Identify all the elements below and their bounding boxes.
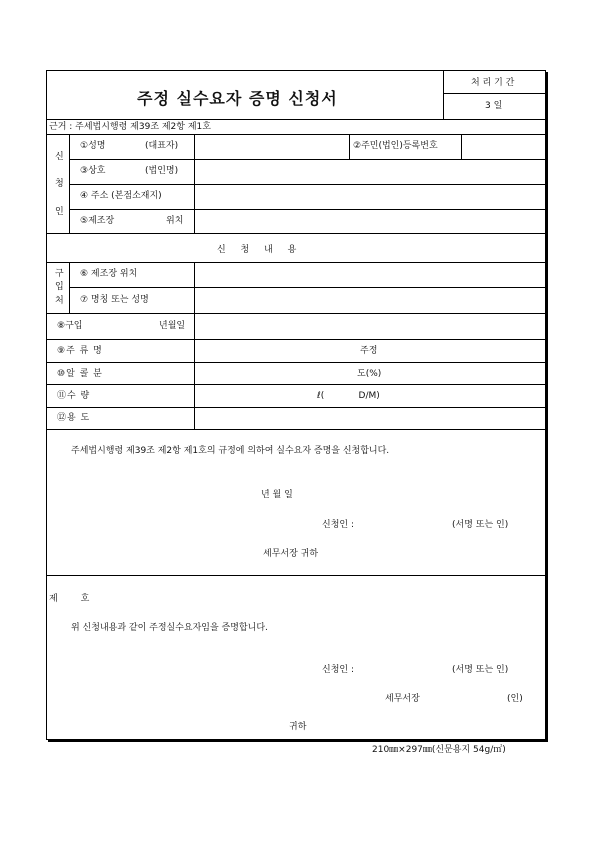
quantity-unit: ℓ( D/M)	[317, 391, 380, 401]
legal-basis: 근거 : 주세법시행령 제39조 제2항 제1호	[49, 122, 211, 132]
liquor-type-label: ⑨주 류 명	[57, 346, 103, 356]
trade-name-sub-label: (법인명)	[145, 166, 179, 176]
purchase-date-label: ⑧구입	[57, 321, 83, 331]
applicant-group-char: 신	[55, 152, 64, 162]
purchase-date-field[interactable]	[195, 314, 545, 339]
declaration-addressee: 세무서장 귀하	[263, 549, 319, 559]
name-sub-label: (대표자)	[145, 141, 179, 151]
certificate-number-label: 제 호	[49, 594, 90, 604]
name-field[interactable]	[195, 135, 349, 159]
applicant-group-char: 인	[55, 207, 64, 217]
purchase-factory-field[interactable]	[195, 263, 545, 287]
quantity-label: ⑪수 량	[57, 391, 91, 401]
registration-number-label: ②주민(법인)등록번호	[353, 141, 438, 151]
factory-location-field[interactable]	[195, 210, 545, 233]
processing-period-value: 3 일	[485, 101, 503, 111]
certificate-statement: 위 신청내용과 같이 주정실수요자임을 증명합니다.	[71, 623, 268, 633]
factory-sub-label: 위치	[166, 216, 184, 226]
purchase-name-label: ⑦ 명칭 또는 성명	[80, 295, 149, 305]
application-form	[46, 70, 546, 740]
usage-field[interactable]	[195, 408, 545, 429]
purchase-name-field[interactable]	[195, 288, 545, 313]
usage-label: ⑫용 도	[57, 413, 91, 423]
address-field[interactable]	[195, 185, 545, 209]
certificate-applicant-label: 신청인 :	[322, 665, 354, 675]
factory-label: ⑤제조장	[80, 216, 115, 226]
processing-period-label: 처 리 기 간	[471, 78, 515, 88]
purchase-group-char: 구	[55, 269, 64, 279]
applicant-group-char: 청	[55, 179, 64, 189]
certificate-office-label: 세무서장	[385, 694, 420, 704]
certificate-sign-label: (서명 또는 인)	[452, 665, 509, 675]
address-label: ④ 주소 (본점소재지)	[80, 191, 162, 201]
section-header: 신 청 내 용	[217, 245, 303, 255]
certificate-addressee: 귀하	[289, 722, 307, 732]
declaration-date: 년 월 일	[261, 490, 293, 500]
purchase-date-sub-label: 년월일	[159, 321, 186, 331]
trade-name-field[interactable]	[195, 160, 545, 184]
alcohol-content-label: ⑩알 콜 분	[57, 369, 103, 379]
alcohol-content-unit: 도(%)	[357, 369, 382, 379]
declaration-applicant-label: 신청인 :	[322, 520, 354, 530]
certificate-seal-label: (인)	[507, 694, 523, 704]
form-title: 주정 실수요자 증명 신청서	[137, 89, 338, 108]
liquor-type-value: 주정	[360, 346, 378, 356]
paper-spec: 210㎜×297㎜(신문용지 54g/㎡)	[372, 745, 506, 755]
purchase-group-char: 처	[55, 296, 64, 306]
purchase-group-char: 입	[55, 282, 64, 292]
declaration-statement: 주세법시행령 제39조 제2항 제1호의 규정에 의하여 실수요자 증명을 신청합니다.	[71, 446, 390, 456]
trade-name-label: ③상호	[80, 166, 106, 176]
declaration-sign-label: (서명 또는 인)	[452, 520, 509, 530]
name-label: ①성명	[80, 141, 106, 151]
registration-number-field[interactable]	[462, 135, 545, 159]
purchase-factory-label: ⑥ 제조장 위치	[80, 269, 138, 279]
